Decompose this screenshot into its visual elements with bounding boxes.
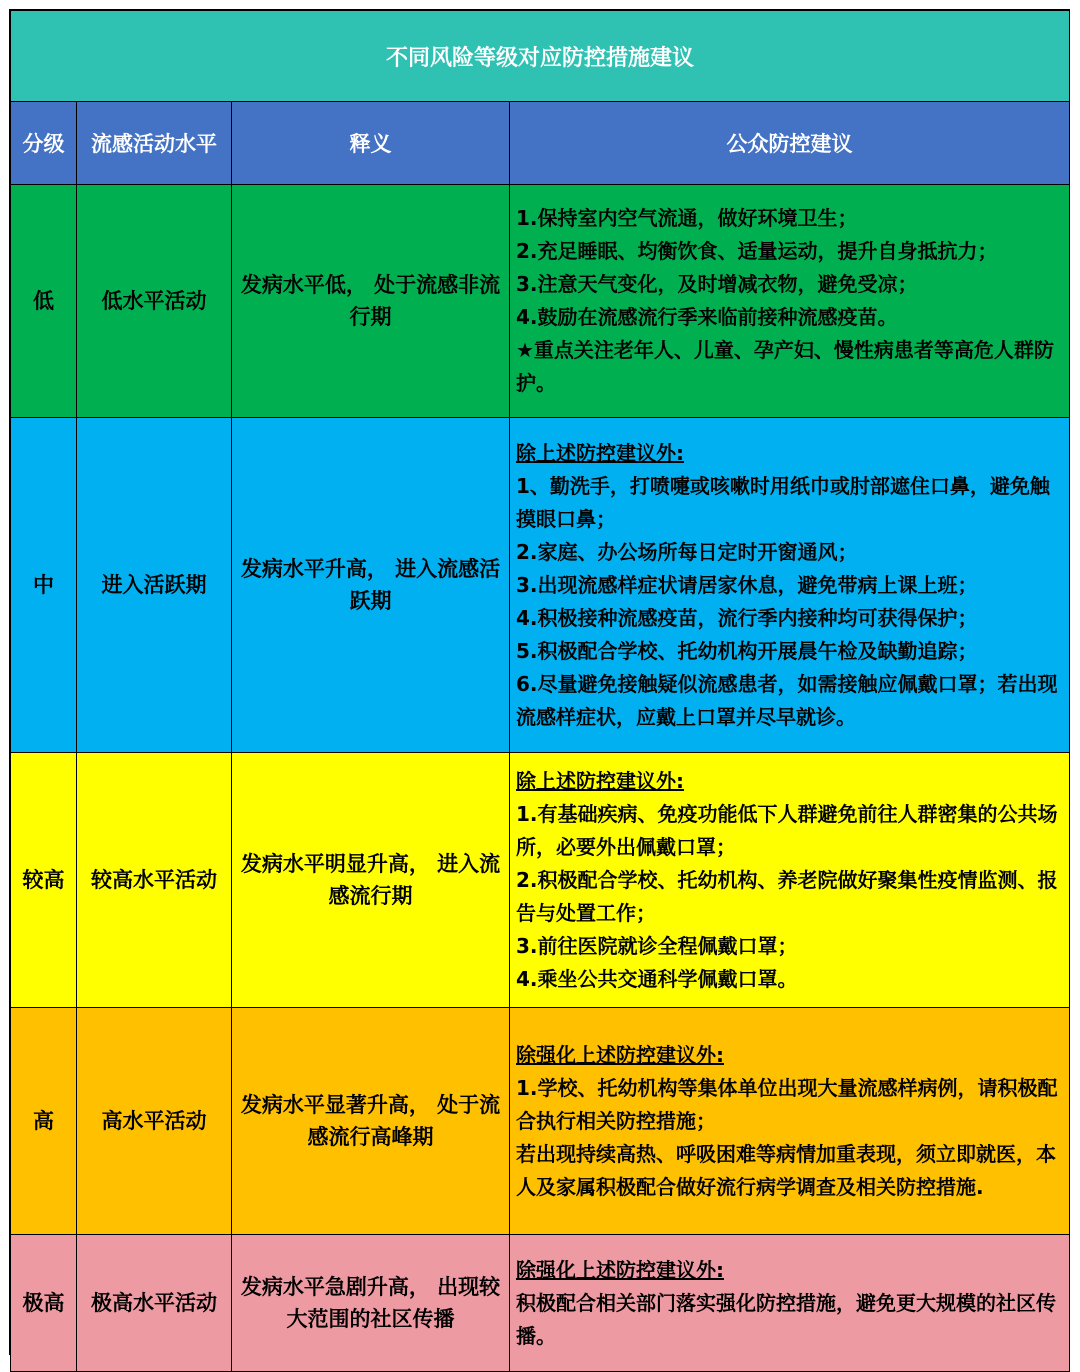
activity-cell: 极高水平活动 bbox=[77, 1235, 232, 1372]
header-level: 分级 bbox=[11, 102, 77, 185]
advice-item: 积极配合相关部门落实强化防控措施，避免更大规模的社区传播。 bbox=[516, 1290, 1056, 1348]
meaning-line: 发病水平显著升高， bbox=[240, 1093, 430, 1117]
advice-cell bbox=[510, 418, 1070, 753]
table-row-high bbox=[11, 1008, 1070, 1235]
meaning-cell bbox=[232, 185, 510, 418]
advice-item: 2.家庭、办公场所每日定时开窗通风； bbox=[516, 539, 858, 564]
meaning-cell bbox=[232, 1235, 510, 1372]
header-meaning: 释义 bbox=[232, 102, 510, 185]
table-title: 不同风险等级对应防控措施建议 bbox=[11, 11, 1070, 102]
activity-cell: 高水平活动 bbox=[77, 1008, 232, 1235]
advice-item: ★重点关注老年人、儿童、孕产妇、慢性病患者等高危人群防护。 bbox=[516, 338, 1054, 395]
advice-item: 6.尽量避免接触疑似流感患者，如需接触应佩戴口罩；若出现流感样症状，应戴上口罩并尽早就诊。 bbox=[516, 671, 1058, 729]
advice-item: 1.保持室内空气流通，做好环境卫生； bbox=[516, 206, 858, 230]
advice-cell bbox=[510, 1235, 1070, 1372]
meaning-line: 发病水平急剧升高， bbox=[240, 1275, 430, 1299]
advice-item: 1、勤洗手，打喷嚏或咳嗽时用纸巾或肘部遮住口鼻，避免触摸眼口鼻； bbox=[516, 473, 1050, 531]
advice-lead: 除强化上述防控建议外: bbox=[516, 1257, 724, 1282]
advice-item: 4.积极接种流感疫苗，流行季内接种均可获得保护； bbox=[516, 605, 978, 630]
advice-item: 4.乘坐公共交通科学佩戴口罩。 bbox=[516, 966, 798, 991]
meaning-line: 发病水平升高， bbox=[240, 557, 388, 581]
activity-cell: 进入活跃期 bbox=[77, 418, 232, 753]
advice-item: 4.鼓励在流感流行季来临前接种流感疫苗。 bbox=[516, 305, 898, 329]
meaning-line: 处于流感非流行期 bbox=[349, 273, 501, 329]
level-cell: 极高 bbox=[11, 1235, 77, 1372]
advice-lead: 除上述防控建议外: bbox=[516, 440, 684, 465]
meaning-line: 处于流感流行高峰期 bbox=[307, 1093, 501, 1149]
meaning-cell bbox=[232, 1008, 510, 1235]
level-cell: 低 bbox=[11, 185, 77, 418]
level-cell: 较高 bbox=[11, 753, 77, 1008]
meaning-cell bbox=[232, 418, 510, 753]
advice-cell bbox=[510, 185, 1070, 418]
advice-item: 3.注意天气变化，及时增减衣物，避免受凉； bbox=[516, 272, 918, 296]
advice-item: 2.充足睡眠、均衡饮食、适量运动，提升自身抵抗力； bbox=[516, 239, 998, 263]
advice-item: 3.前往医院就诊全程佩戴口罩； bbox=[516, 933, 798, 958]
header-activity: 流感活动水平 bbox=[77, 102, 232, 185]
advice-cell bbox=[510, 1008, 1070, 1235]
meaning-line: 进入流感流行期 bbox=[328, 852, 501, 908]
activity-cell: 低水平活动 bbox=[77, 185, 232, 418]
table-row-low bbox=[11, 185, 1070, 418]
meaning-line: 发病水平明显升高， bbox=[240, 852, 430, 876]
activity-cell: 较高水平活动 bbox=[77, 753, 232, 1008]
advice-item: 1.有基础疾病、免疫功能低下人群避免前往人群密集的公共场所，必要外出佩戴口罩； bbox=[516, 801, 1058, 859]
level-cell: 中 bbox=[11, 418, 77, 753]
risk-level-table bbox=[10, 10, 1070, 1372]
level-cell: 高 bbox=[11, 1008, 77, 1235]
meaning-cell bbox=[232, 753, 510, 1008]
advice-item: 1.学校、托幼机构等集体单位出现大量流感样病例，请积极配合执行相关防控措施； bbox=[516, 1075, 1058, 1133]
advice-lead: 除上述防控建议外: bbox=[516, 768, 684, 793]
advice-lead: 除强化上述防控建议外: bbox=[516, 1042, 724, 1067]
table-row-higher bbox=[11, 753, 1070, 1008]
advice-item: 5.积极配合学校、托幼机构开展晨午检及缺勤追踪； bbox=[516, 638, 978, 663]
table-row-medium bbox=[11, 418, 1070, 753]
advice-item: 3.出现流感样症状请居家休息，避免带病上课上班； bbox=[516, 572, 978, 597]
meaning-line: 出现较大范围的社区传播 bbox=[286, 1275, 501, 1331]
advice-cell bbox=[510, 753, 1070, 1008]
table-row-extreme bbox=[11, 1235, 1070, 1372]
header-advice: 公众防控建议 bbox=[510, 102, 1070, 185]
meaning-line: 进入流感活跃期 bbox=[349, 557, 501, 613]
advice-item: 若出现持续高热、呼吸困难等病情加重表现，须立即就医，本人及家属积极配合做好流行病学调查及相关防控措施. bbox=[516, 1141, 1056, 1199]
advice-item: 2.积极配合学校、托幼机构、养老院做好聚集性疫情监测、报告与处置工作； bbox=[516, 867, 1058, 925]
meaning-line: 发病水平低， bbox=[240, 273, 367, 297]
risk-table-frame bbox=[9, 9, 1070, 1355]
